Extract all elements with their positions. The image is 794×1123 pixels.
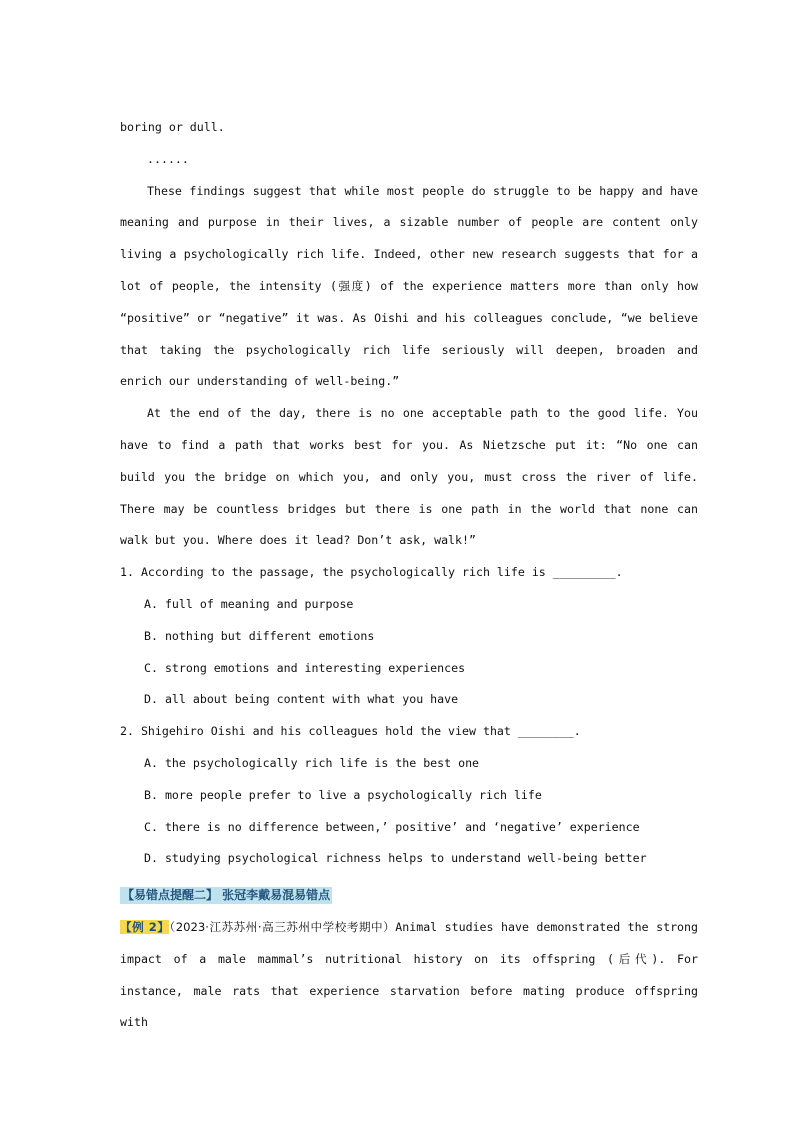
example-source: （2023·江苏苏州·高三苏州中学校考期中） [169, 919, 396, 934]
example-text: Animal studies have demonstrated the strong impact of a male mammal’s nutritional history on its offspring (后代). For instance, male rats that experience starvation before mating produce offspring with [120, 919, 698, 1030]
question-stem: 2. Shigehiro Oishi and his colleagues hold the view that ________. [120, 724, 581, 739]
passage-continued-line: boring or dull. [120, 120, 225, 134]
section-heading: 【易错点提醒二】 张冠李戴易混易错点 [122, 888, 331, 903]
option-a: A. full of meaning and purpose [144, 596, 354, 611]
option-a: A. the psychologically rich life is the best one [144, 755, 480, 770]
document-page [120, 112, 698, 1039]
question-2 [120, 716, 698, 875]
passage-paragraph-1: These findings suggest that while most people do struggle to be happy and have meaning and purpose in their lives, a sizable number of people are content only living a psychologically rich life. Indeed, other new research suggests that for a lot of people, the intensity (强度) of the experience matters more than only how “positive” or “negative” it was. As Oishi and his colleagues conclude, “we believe that taking the psychologically rich life seriously will deepen, broaden and enrich our understanding of well-being.” [120, 183, 698, 389]
question-1 [120, 557, 698, 716]
option-d: D. all about being content with what you have [144, 692, 459, 707]
passage-paragraph-2: At the end of the day, there is no one acceptable path to the good life. You have to find a path that works best for you. As Nietzsche put it: “No one can build you the bridge on which you, and only you, must cross the river of life. There may be countless bridges but there is one path in the world that none can walk but you. Where does it lead? Don’t ask, walk!” [120, 406, 698, 548]
option-b: B. more people prefer to live a psychologically rich life [144, 787, 542, 802]
question-stem: 1. According to the passage, the psychologically rich life is _________. [120, 565, 623, 580]
option-c: C. strong emotions and interesting experiences [144, 660, 466, 675]
example-badge: 【例 2】 [120, 919, 170, 934]
option-d: D. studying psychological richness helps to understand well-being better [144, 851, 647, 866]
passage-ellipsis: ...... [147, 151, 189, 166]
option-c: C. there is no difference between,’ positive’ and ‘negative’ experience [144, 819, 640, 834]
option-b: B. nothing but different emotions [144, 628, 375, 643]
example-paragraph [120, 912, 698, 1039]
